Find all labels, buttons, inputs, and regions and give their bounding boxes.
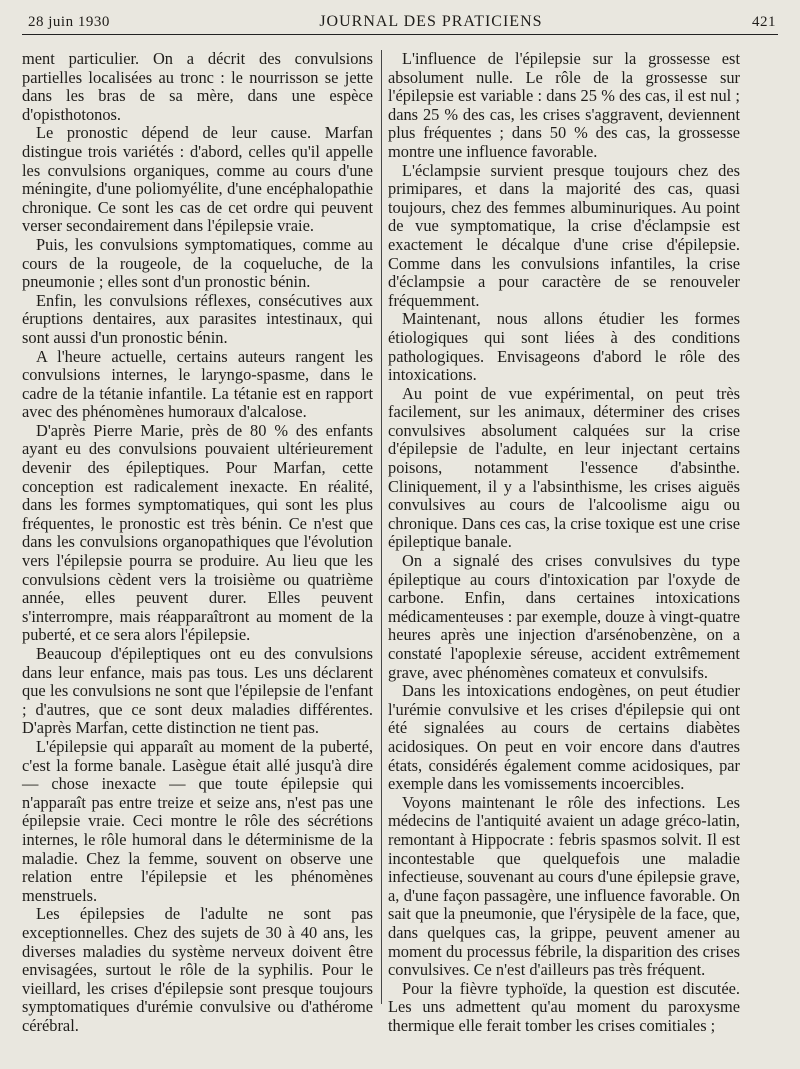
paragraph: Dans les intoxications endogènes, on peut étudier l'urémie convulsive et les crises d'épilepsie qui ont été signalées au cours de certains diabètes acidosiques. On peut en voir encore dans d'autres états, considérés également comme acidosiques, par exemple dans les vomissements incoercibles. bbox=[388, 681, 740, 794]
paragraph: Puis, les convulsions symptomatiques, comme au cours de la rougeole, de la coqueluche, de la pneumonie ; elles sont d'un pronostic bénin. bbox=[22, 234, 373, 292]
column-divider bbox=[381, 50, 382, 1004]
paragraph: L'influence de l'épilepsie sur la grossesse est absolument nulle. Le rôle de la grossesse sur l'épilepsie est variable : dans 25 % des cas, il est nul ; dans 25 % des cas, les crises s'aggravent, deviennent plus fréquentes ; dans 50 % des cas, la grossesse montre une influence favorable. bbox=[388, 49, 740, 161]
paragraph: Le pronostic dépend de leur cause. Marfan distingue trois variétés : d'abord, celles qu'il appelle les convulsions organiques, comme au cours d'une méningite, d'une poliomyélite, d'une encéphalopathie chronique. Ce sont les cas de cet ordre qui peuvent verser secondairement dans l'épilepsie vraie. bbox=[22, 123, 373, 236]
left-column bbox=[22, 50, 373, 1035]
paragraph: Les épilepsies de l'adulte ne sont pas exceptionnelles. Chez des sujets de 30 à 40 ans, les diverses maladies du système nerveux doivent être envisagées, surtout le rôle de la syphilis. Pour le vieillard, les crises d'épilepsie sont presque toujours symptomatiques d'urémie convulsive ou d'athérome cérébral. bbox=[22, 904, 373, 1035]
paragraph: On a signalé des crises convulsives du type épileptique au cours d'intoxication par l'oxyde de carbone. Enfin, dans certaines intoxications médicamenteuses : par exemple, douze à vingt-quatre heures après une injection d'arsénobenzène, on a constaté l'apoplexie séreuse, accident extrêmement grave, avec phénomènes comateux et convulsifs. bbox=[388, 551, 740, 682]
header-rule bbox=[22, 34, 778, 35]
running-header bbox=[28, 10, 776, 34]
paragraph: Au point de vue expérimental, on peut très facilement, sur les animaux, déterminer des crises convulsives absolument calquées sur la crise d'épilepsie de l'adulte, en leur injectant certains poisons, notamment l'essence d'absinthe. Cliniquement, il y a l'absinthisme, les crises aiguës convulsives au cours de l'alcoolisme aigu ou chronique. Dans ces cas, la crise toxique est une crise épileptique banale. bbox=[388, 383, 740, 552]
paragraph: Beaucoup d'épileptiques ont eu des convulsions dans leur enfance, mais pas tous. Les uns déclarent que les convulsions ne sont que l'épilepsie de l'enfant ; d'autres, que ce sont deux maladies différentes. D'après Marfan, cette distinction ne tient pas. bbox=[22, 644, 373, 738]
paragraph: Enfin, les convulsions réflexes, consécutives aux éruptions dentaires, aux parasites intestinaux, qui sont aussi d'un pronostic bénin. bbox=[22, 290, 373, 347]
paragraph: Pour la fièvre typhoïde, la question est discutée. Les uns admettent qu'au moment du paroxysme thermique elle ferait tomber les crises comitiales ; bbox=[388, 978, 740, 1035]
right-column bbox=[388, 50, 740, 1035]
paragraph: L'éclampsie survient presque toujours chez des primipares, et dans la majorité des cas, quasi toujours, chez des femmes albuminuriques. Au point de vue symptomatique, la crise d'éclampsie est exactement le décalque d'une crise d'épilepsie. Comme dans les convulsions infantiles, la crise d'éclampsie a pour caractère de se renouveler fréquemment. bbox=[388, 160, 740, 310]
header-date: 28 juin 1930 bbox=[28, 13, 110, 30]
paragraph: A l'heure actuelle, certains auteurs rangent les convulsions internes, le laryngo-spasme, dans le cadre de la tétanie infantile. La tétanie est en rapport avec des phénomènes humoraux d'alcalose. bbox=[22, 346, 373, 422]
paragraph: Voyons maintenant le rôle des infections. Les médecins de l'antiquité avaient un adage gréco-latin, remontant à Hippocrate : febris spasmos solvit. Il est incontestable que quelquefois une maladie infectieuse, souvenant au cours d'une épilepsie grave, a, d'une façon passagère, une influence favorable. On sait que la pneumonie, que l'érysipèle de la face, que, dans quelques cas, la grippe, peuvent amener au moment du processus fébrile, la disparition des crises convulsives. Ce n'est d'ailleurs pas très fréquent. bbox=[388, 792, 740, 980]
paragraph: L'épilepsie qui apparaît au moment de la puberté, c'est la forme banale. Lasègue était allé jusqu'à dire — chose inexacte — que toute épilepsie qui n'apparaît pas entre treize et seize ans, n'est pas une épilepsie vraie. Ceci montre le rôle des sécrétions internes, le rôle humoral dans le déterminisme de la maladie. Chez la femme, souvent on observe une relation entre l'épilepsie et les phénomènes menstruels. bbox=[22, 736, 373, 905]
paragraph: Maintenant, nous allons étudier les formes étiologiques qui sont liées à des conditions pathologiques. Envisageons d'abord le rôle des intoxications. bbox=[388, 309, 740, 385]
journal-title: JOURNAL DES PRATICIENS bbox=[319, 13, 543, 30]
paragraph: D'après Pierre Marie, près de 80 % des enfants ayant eu des convulsions pouvaient ultérieurement devenir des épileptiques. Pour Marfan, cette conception est radicalement inexacte. En réalité, dans les formes symptomatiques, qui sont les plus fréquentes, le pronostic est très bénin. Ce n'est que dans les convulsions organopathiques que l'évolution vers l'épilepsie pourra se produire. Au lieu que les convulsions cèdent vers la troisième ou quatrième année, elles peuvent durer. Elles peuvent s'interrompre, mais réapparaîtront au moment de la puberté, et ce sera alors l'épilepsie. bbox=[22, 420, 373, 645]
paragraph: ment particulier. On a décrit des convulsions partielles localisées au tronc : le nourrisson se jette dans les bras de sa mère, dans une espèce d'opisthotonos. bbox=[22, 49, 373, 124]
page-number: 421 bbox=[751, 13, 776, 30]
